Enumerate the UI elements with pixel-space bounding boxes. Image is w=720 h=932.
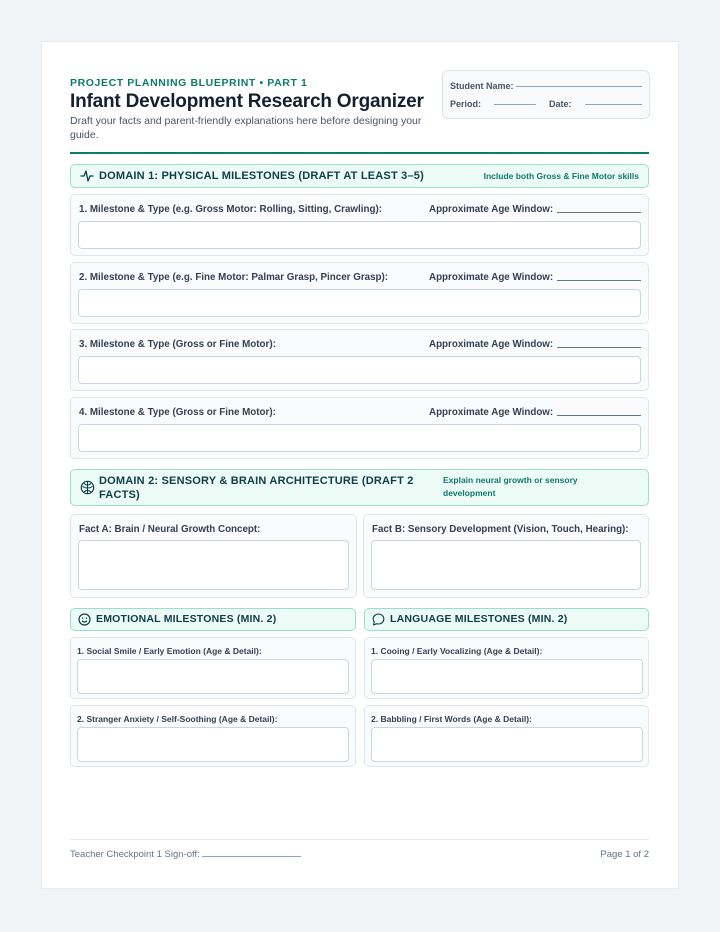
date-field[interactable]: [585, 104, 642, 105]
page-subtitle: Draft your facts and parent-friendly explanations here before designing your guide.: [70, 115, 422, 141]
footer-divider: [70, 839, 649, 840]
age-window-field[interactable]: [557, 347, 641, 348]
fact-b-card: [363, 514, 649, 598]
milestone-input[interactable]: [78, 356, 641, 384]
fact-b-input[interactable]: [371, 540, 641, 590]
milestone-label: 1. Milestone & Type (e.g. Gross Motor: Rolling, Sitting, Crawling):: [79, 204, 382, 215]
language-title: LANGUAGE MILESTONES (MIN. 2): [390, 613, 568, 625]
fact-a-card: [70, 514, 357, 598]
emotional-card-1: [70, 637, 356, 699]
age-window-label: Approximate Age Window:: [429, 339, 554, 350]
page-kicker: PROJECT PLANNING BLUEPRINT • PART 1: [70, 77, 308, 89]
milestone-card-4: [70, 397, 649, 459]
domain2-banner: [70, 469, 649, 506]
header-divider: [70, 152, 649, 154]
milestone-card-3: [70, 329, 649, 391]
speech-bubble-icon: [372, 613, 385, 626]
language-card-1: [364, 637, 649, 699]
page-title: Infant Development Research Organizer: [70, 91, 424, 112]
domain1-banner: [70, 164, 649, 188]
milestone-input[interactable]: [78, 221, 641, 249]
emotional-title: EMOTIONAL MILESTONES (MIN. 2): [96, 613, 277, 625]
age-window-label: Approximate Age Window:: [429, 204, 554, 215]
age-window-field[interactable]: [557, 415, 641, 416]
date-label: Date:: [549, 99, 572, 109]
student-name-field[interactable]: [516, 86, 642, 87]
language-input[interactable]: [371, 727, 643, 762]
domain1-title: DOMAIN 1: PHYSICAL MILESTONES (DRAFT AT LEAST 3–5): [99, 170, 424, 182]
signoff-label: Teacher Checkpoint 1 Sign-off:: [70, 849, 200, 860]
language-label: 2. Babbling / First Words (Age & Detail):: [371, 714, 532, 724]
milestone-card-2: [70, 262, 649, 324]
worksheet-page: [42, 42, 678, 888]
student-info-box: [442, 70, 650, 119]
age-window-field[interactable]: [557, 212, 641, 213]
domain2-note: Explain neural growth or sensory development: [443, 475, 578, 498]
emotional-card-2: [70, 705, 356, 767]
fact-a-input[interactable]: [78, 540, 349, 590]
page-number: Page 1 of 2: [600, 849, 649, 860]
milestone-label: 4. Milestone & Type (Gross or Fine Motor):: [79, 407, 276, 418]
signoff-field[interactable]: [202, 856, 301, 857]
student-name-label: Student Name:: [450, 81, 514, 91]
milestone-input[interactable]: [78, 424, 641, 452]
milestone-label: 2. Milestone & Type (e.g. Fine Motor: Palmar Grasp, Pincer Grasp):: [79, 272, 389, 283]
domain2-title: DOMAIN 2: SENSORY & BRAIN ARCHITECTURE (DRAFT 2 FACTS): [99, 475, 414, 501]
domain1-note: Include both Gross & Fine Motor skills: [483, 171, 639, 181]
age-window-label: Approximate Age Window:: [429, 272, 554, 283]
age-window-field[interactable]: [557, 280, 641, 281]
emotional-input[interactable]: [77, 727, 349, 762]
emotional-input[interactable]: [77, 659, 349, 694]
period-field[interactable]: [494, 104, 536, 105]
language-label: 1. Cooing / Early Vocalizing (Age & Detail):: [371, 646, 543, 656]
smiley-icon: [78, 613, 91, 626]
brain-icon: [80, 480, 95, 495]
emotional-banner: [70, 608, 356, 631]
emotional-label: 1. Social Smile / Early Emotion (Age & Detail):: [77, 646, 262, 656]
language-card-2: [364, 705, 649, 767]
period-label: Period:: [450, 99, 482, 109]
language-input[interactable]: [371, 659, 643, 694]
language-banner: [364, 608, 649, 631]
fact-a-label: Fact A: Brain / Neural Growth Concept:: [79, 524, 261, 535]
fact-b-label: Fact B: Sensory Development (Vision, Touch, Hearing):: [372, 524, 629, 535]
milestone-input[interactable]: [78, 289, 641, 317]
activity-pulse-icon: [80, 169, 94, 183]
age-window-label: Approximate Age Window:: [429, 407, 554, 418]
emotional-label: 2. Stranger Anxiety / Self-Soothing (Age & Detail):: [77, 714, 278, 724]
milestone-label: 3. Milestone & Type (Gross or Fine Motor):: [79, 339, 276, 350]
milestone-card-1: [70, 194, 649, 256]
